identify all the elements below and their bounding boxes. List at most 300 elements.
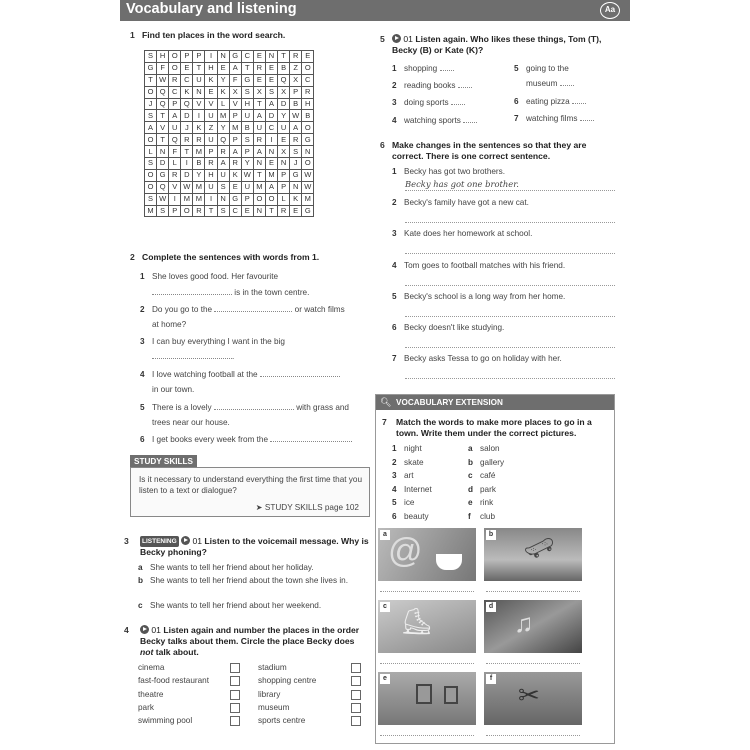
word-search-row [145,193,314,205]
word-search-cell[interactable]: M [193,146,205,158]
ex6-item-5: 5 Becky's school is a long way from her home. [392,292,566,301]
study-skills-link[interactable]: ➤ STUDY SKILLS page 102 [255,503,359,512]
word-search-cell[interactable]: P [229,110,241,122]
play-icon[interactable] [140,625,149,634]
ex2-item-6: 6 I get books every week from the . [140,435,353,444]
word-search-cell[interactable]: F [229,74,241,86]
magnifier-icon: 🔍︎ [380,397,392,407]
ex2-item-4-cont: in our town. [152,385,195,394]
word-search-cell[interactable]: E [265,62,277,74]
word-search-cell[interactable]: P [278,181,290,193]
word-search-cell[interactable]: H [205,169,217,181]
word-search-cell[interactable]: P [205,146,217,158]
number-box[interactable] [230,703,240,713]
word-search-cell[interactable]: D [278,98,290,110]
word-search-cell[interactable]: J [181,122,193,134]
word-search-cell[interactable]: M [265,169,277,181]
word-search-cell[interactable]: S [241,134,253,146]
word-search-cell[interactable]: O [169,62,181,74]
photo-skate-park: b 🛹︎ [484,528,582,581]
number-box[interactable] [230,676,240,686]
word-search-cell[interactable]: C [241,51,253,63]
word-search-cell[interactable]: E [181,62,193,74]
word-search-cell[interactable]: I [205,51,217,63]
word-search-cell[interactable]: I [181,158,193,170]
word-search-cell[interactable]: R [205,158,217,170]
word-search-cell[interactable]: Y [217,122,229,134]
play-icon[interactable] [392,34,401,43]
word-search-cell[interactable]: O [302,62,314,74]
ex3-option-b[interactable]: b She wants to tell her friend about the town she lives in. [138,576,348,585]
word-search-row [145,134,314,146]
word-search-cell[interactable]: A [229,146,241,158]
word-search-grid[interactable] [144,50,314,217]
word-search-cell[interactable]: U [278,122,290,134]
page-header [120,0,630,21]
word-search-cell[interactable]: Q [181,98,193,110]
word-search-cell[interactable]: M [253,181,265,193]
word-search-cell[interactable]: O [145,169,157,181]
place-item: theatre [138,689,164,699]
word-search-cell[interactable]: Q [157,86,169,98]
word-search-cell[interactable]: I [193,110,205,122]
word-search-cell[interactable]: B [241,122,253,134]
word-search-cell[interactable]: Z [290,62,302,74]
word-search-cell[interactable]: N [217,193,229,205]
answer-line[interactable] [405,285,615,286]
answer-line[interactable] [486,663,580,664]
word-search-cell[interactable]: X [278,146,290,158]
match-right-item[interactable]: e rink [468,498,494,508]
word-search-cell[interactable]: R [169,74,181,86]
word-search-cell[interactable]: T [157,110,169,122]
match-right-item[interactable]: c café [468,471,496,481]
word-search-cell[interactable]: R [169,169,181,181]
answer-blank[interactable] [152,351,232,359]
word-search-cell[interactable]: T [145,74,157,86]
word-search-cell[interactable]: E [278,134,290,146]
word-search-cell[interactable]: U [241,110,253,122]
word-search-cell[interactable]: D [157,158,169,170]
word-search-cell[interactable]: E [229,181,241,193]
word-search-cell[interactable]: A [145,122,157,134]
number-box[interactable] [351,703,361,713]
word-search-cell[interactable]: I [169,193,181,205]
word-search-cell[interactable]: E [241,205,253,217]
word-search-cell[interactable]: V [157,122,169,134]
word-search-cell[interactable]: T [253,98,265,110]
word-search-cell[interactable]: E [302,51,314,63]
word-search-cell[interactable]: Z [205,122,217,134]
vocabulary-extension-title: VOCABULARY EXTENSION [376,395,614,410]
word-search-row [145,122,314,134]
word-search-cell[interactable]: W [241,169,253,181]
word-search-cell[interactable]: E [253,74,265,86]
answer-line[interactable] [405,378,615,379]
ex2-item-2: 2 Do you go to the or watch films [140,305,345,314]
word-search-cell[interactable]: U [169,122,181,134]
word-search-cell[interactable]: P [193,51,205,63]
match-left-item[interactable]: 4 Internet [392,484,432,494]
word-search-cell[interactable]: E [290,205,302,217]
word-search-cell[interactable]: X [278,86,290,98]
word-search-cell[interactable]: Q [157,181,169,193]
ex2-item-2-cont: at home? [152,320,187,329]
at-sign-icon: @ [388,532,423,570]
word-search-cell[interactable]: S [265,86,277,98]
word-search-cell[interactable]: C [229,205,241,217]
word-search-cell[interactable]: M [302,193,314,205]
match-left-item[interactable]: 6 beauty [392,512,429,521]
answer-blank[interactable] [270,434,350,442]
ex6-item-4: 4 Tom goes to football matches with his friend. [392,261,566,270]
word-search-cell[interactable]: X [229,86,241,98]
word-search-cell[interactable]: V [205,98,217,110]
word-search-row [145,74,314,86]
word-search-cell[interactable]: T [193,62,205,74]
word-search-cell[interactable]: F [169,146,181,158]
word-search-cell[interactable]: S [145,158,157,170]
word-search-cell[interactable]: E [265,158,277,170]
number-box[interactable] [351,716,361,726]
word-search-cell[interactable]: A [265,98,277,110]
place-item: cinema [138,663,165,672]
word-search-cell[interactable]: O [169,51,181,63]
number-box[interactable] [230,690,240,700]
match-left-item[interactable]: 1 night [392,444,422,453]
number-box[interactable] [230,663,240,673]
word-search-cell[interactable]: L [145,146,157,158]
word-search-cell[interactable]: M [217,110,229,122]
ex3-option-a[interactable]: a She wants to tell her friend about her holiday. [138,563,314,572]
word-search-cell[interactable]: T [265,205,277,217]
coffee-cup-icon [436,554,462,570]
number-box[interactable] [230,716,240,726]
page-title: Vocabulary and listening [126,1,297,17]
word-search-cell[interactable]: A [229,62,241,74]
word-search-cell[interactable]: B [193,158,205,170]
place-item: fast-food restaurant [138,676,209,686]
word-search-cell[interactable]: U [253,122,265,134]
word-search-row [145,98,314,110]
word-search-cell[interactable]: M [181,193,193,205]
listening-badge: LISTENING [142,538,177,545]
word-search-cell[interactable]: R [193,205,205,217]
exercise-instruction: Complete the sentences with words from 1. [142,252,320,262]
answer-line[interactable] [405,316,615,317]
word-search-cell[interactable]: S [290,146,302,158]
word-search-cell[interactable]: N [157,146,169,158]
word-search-cell[interactable]: W [290,110,302,122]
word-search-cell[interactable]: O [302,122,314,134]
word-search-cell[interactable]: X [253,86,265,98]
word-search-cell[interactable]: H [157,51,169,63]
word-search-cell[interactable]: K [217,86,229,98]
word-search-cell[interactable]: G [229,51,241,63]
word-search-cell[interactable]: P [241,193,253,205]
word-search-cell[interactable]: Q [157,98,169,110]
word-search-cell[interactable]: Q [278,74,290,86]
word-search-cell[interactable]: X [290,74,302,86]
word-search-cell[interactable]: K [229,169,241,181]
word-search-cell[interactable]: N [217,51,229,63]
word-search-cell[interactable]: T [241,62,253,74]
word-search-cell[interactable]: G [302,134,314,146]
word-search-row [145,110,314,122]
word-search-cell[interactable]: O [145,86,157,98]
photo-beauty-salon: f ✂︎ [484,672,582,725]
word-search-cell[interactable]: D [181,169,193,181]
exercise-number: 4 [124,625,129,635]
word-search-cell[interactable]: J [290,158,302,170]
word-search-cell[interactable]: P [169,205,181,217]
word-search-cell[interactable]: C [169,86,181,98]
place-item: shopping centre [258,676,317,686]
word-search-cell[interactable]: U [193,74,205,86]
handwritten-answer: Becky has got one brother. [405,179,519,189]
word-search-cell[interactable]: O [265,193,277,205]
match-right-item[interactable]: b gallery [468,457,505,467]
word-search-cell[interactable]: Y [217,74,229,86]
answer-line[interactable] [405,347,615,348]
word-search-cell[interactable]: O [145,134,157,146]
word-search-cell[interactable]: Q [169,134,181,146]
word-search-cell[interactable]: M [193,193,205,205]
word-search-row [145,158,314,170]
answer-line[interactable] [405,190,615,191]
word-search-cell[interactable]: S [145,51,157,63]
word-search-cell[interactable]: O [253,193,265,205]
word-search-cell[interactable]: U [205,110,217,122]
word-search-cell[interactable]: A [253,110,265,122]
word-search-cell[interactable]: B [290,98,302,110]
word-search-cell[interactable]: T [253,169,265,181]
word-search-cell[interactable]: A [253,146,265,158]
word-search-cell[interactable]: T [278,51,290,63]
word-search-cell[interactable]: P [181,51,193,63]
word-search-cell[interactable]: Q [217,134,229,146]
match-left-item[interactable]: 5 ice [392,498,415,508]
word-search-cell[interactable]: F [157,62,169,74]
skater-icon: 🛹︎ [524,535,555,562]
place-item: swimming pool [138,716,193,726]
word-search-cell[interactable]: N [193,86,205,98]
word-search-cell[interactable]: U [205,181,217,193]
answer-blank[interactable] [260,369,340,377]
word-search-row [145,62,314,74]
match-right-item[interactable]: d park [468,484,496,494]
word-search-cell[interactable]: R [181,134,193,146]
answer-line[interactable] [486,735,580,736]
word-search-cell[interactable]: S [145,193,157,205]
word-search-cell[interactable]: I [205,193,217,205]
word-search-cell[interactable]: A [217,158,229,170]
word-search-cell[interactable]: C [265,122,277,134]
word-search-cell[interactable]: P [169,98,181,110]
word-search-cell[interactable]: P [229,134,241,146]
word-search-cell[interactable]: Y [193,169,205,181]
word-search-cell[interactable]: M [229,122,241,134]
word-search-cell[interactable]: L [278,193,290,205]
word-search-cell[interactable]: T [181,146,193,158]
number-box[interactable] [351,690,361,700]
word-search-cell[interactable]: H [205,62,217,74]
match-right-item[interactable]: f club [468,512,496,521]
answer-blank[interactable] [214,304,292,312]
exercise-instruction: Listen to the voicemail message. Why is Becky phoning? [140,536,369,557]
word-search-cell[interactable]: W [157,193,169,205]
word-search-cell[interactable]: P [241,146,253,158]
word-search-cell[interactable]: U [205,134,217,146]
word-search-cell[interactable]: S [217,205,229,217]
word-search-cell[interactable]: W [302,181,314,193]
word-search-cell[interactable]: M [193,181,205,193]
word-search-cell[interactable]: K [205,74,217,86]
word-search-cell[interactable]: V [193,98,205,110]
photo-night-club: d ♫ [484,600,582,653]
word-search-cell[interactable]: E [205,86,217,98]
word-search-cell[interactable]: R [253,62,265,74]
number-box[interactable] [351,663,361,673]
word-search-cell[interactable]: Y [241,158,253,170]
word-search-cell[interactable]: E [265,74,277,86]
word-search-cell[interactable]: Y [278,110,290,122]
word-search-cell[interactable]: S [217,181,229,193]
word-search-cell[interactable]: S [241,86,253,98]
word-search-cell[interactable]: A [290,122,302,134]
word-search-row [145,169,314,181]
ex3-option-c[interactable]: c She wants to tell her friend about her weekend. [138,601,322,610]
word-search-cell[interactable]: N [290,181,302,193]
dancers-icon: ♫ [514,608,534,638]
answer-blank[interactable] [214,402,294,410]
word-search-cell[interactable]: R [302,86,314,98]
word-search-cell[interactable]: R [290,51,302,63]
word-search-cell[interactable]: N [253,158,265,170]
ex2-item-5-cont: trees near our house. [152,418,230,427]
exercise-instruction: Find ten places in the word search. [142,30,286,40]
photo-internet-cafe: a @ [378,528,476,581]
word-search-cell[interactable]: C [302,74,314,86]
word-search-cell[interactable]: B [302,110,314,122]
word-search-cell[interactable]: N [278,158,290,170]
word-search-cell[interactable]: M [145,205,157,217]
word-search-cell[interactable]: N [302,146,314,158]
word-search-cell[interactable]: E [253,51,265,63]
word-search-cell[interactable]: R [193,134,205,146]
answer-line[interactable] [486,591,580,592]
word-search-cell[interactable]: N [265,51,277,63]
word-search-cell[interactable]: D [265,110,277,122]
word-search-cell[interactable]: C [181,74,193,86]
place-item: library [258,689,281,699]
match-left-item[interactable]: 3 art [392,471,414,481]
word-search-cell[interactable]: A [169,110,181,122]
word-search-row [145,51,314,63]
word-search-cell[interactable]: R [278,205,290,217]
answer-line[interactable] [405,222,615,223]
word-search-cell[interactable]: L [169,158,181,170]
word-search-cell[interactable]: R [253,134,265,146]
ex2-item-1-cont: is in the town centre. [152,287,309,298]
word-search-cell[interactable]: U [241,181,253,193]
word-search-cell[interactable]: O [181,205,193,217]
word-search-cell[interactable]: E [217,62,229,74]
word-search-cell[interactable]: P [290,86,302,98]
word-search-cell[interactable]: R [290,134,302,146]
word-search-cell[interactable]: G [302,205,314,217]
match-left-item[interactable]: 2 skate [392,457,424,467]
vocabulary-icon: Aa [600,2,620,19]
word-search-cell[interactable]: R [217,146,229,158]
word-search-cell[interactable]: A [265,181,277,193]
ex5-item-6: 6 eating pizza [514,96,586,107]
answer-line[interactable] [405,253,615,254]
word-search-cell[interactable]: U [217,169,229,181]
ex6-item-1: 1 Becky has got two brothers. [392,167,506,176]
ex5-item-5-cont: museum [526,78,574,89]
word-search-cell[interactable]: W [157,74,169,86]
word-search-cell[interactable]: K [193,122,205,134]
word-search-cell[interactable]: J [145,98,157,110]
word-search-cell[interactable]: K [290,193,302,205]
word-search-cell[interactable]: P [278,169,290,181]
word-search-cell[interactable]: L [217,98,229,110]
word-search-cell[interactable]: R [229,158,241,170]
word-search-cell[interactable]: G [157,169,169,181]
word-search-cell[interactable]: W [302,169,314,181]
word-search-cell[interactable]: O [145,181,157,193]
match-right-item[interactable]: a salon [468,444,500,453]
word-search-cell[interactable]: H [302,98,314,110]
word-search-cell[interactable]: V [169,181,181,193]
ex5-item-3: 3 doing sports [392,97,465,108]
word-search-cell[interactable]: H [241,98,253,110]
word-search-cell[interactable]: O [302,158,314,170]
word-search-cell[interactable]: G [229,193,241,205]
study-skills-label: STUDY SKILLS [130,455,197,468]
word-search-cell[interactable]: K [181,86,193,98]
word-search-cell[interactable]: G [290,169,302,181]
word-search-cell[interactable]: W [181,181,193,193]
word-search-cell[interactable]: B [278,62,290,74]
photo-art-gallery: e [378,672,476,725]
ex6-item-2: 2 Becky's family have got a new cat. [392,198,529,207]
number-box[interactable] [351,676,361,686]
word-search-cell[interactable]: S [157,205,169,217]
answer-line[interactable] [380,735,474,736]
answer-blank[interactable] [152,287,232,295]
word-search-cell[interactable]: N [253,205,265,217]
word-search-cell[interactable]: D [181,110,193,122]
word-search-cell[interactable]: G [241,74,253,86]
word-search-cell[interactable]: V [229,98,241,110]
word-search-cell[interactable]: T [205,205,217,217]
answer-line[interactable] [380,591,474,592]
play-icon[interactable] [181,536,190,545]
word-search-cell[interactable]: I [265,134,277,146]
word-search-row [145,146,314,158]
ex5-item-2: 2 reading books [392,80,472,91]
exercise-number: 5 [380,34,385,44]
answer-line[interactable] [380,663,474,664]
word-search-cell[interactable]: S [145,110,157,122]
word-search-cell[interactable]: G [145,62,157,74]
word-search-cell[interactable]: T [157,134,169,146]
word-search-cell[interactable]: N [265,146,277,158]
word-search-row [145,205,314,217]
exercise-number: 2 [130,252,135,262]
